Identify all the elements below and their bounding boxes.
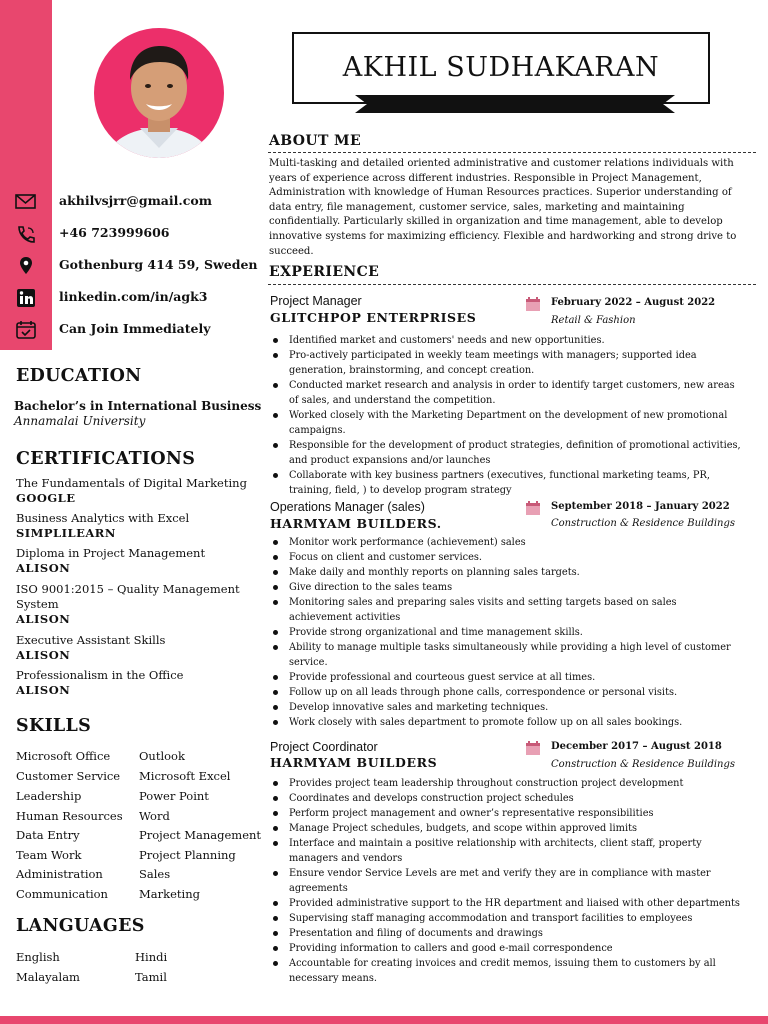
language-item: Tamil <box>135 970 167 984</box>
list-item: Identified market and customers' needs and new opportunities. <box>272 333 742 348</box>
skill-item: Microsoft Excel <box>139 769 231 783</box>
certification-name: Executive Assistant Skills <box>16 633 166 647</box>
profile-photo <box>94 28 224 158</box>
certification-item <box>16 582 256 627</box>
contact-linkedin[interactable] <box>0 286 260 310</box>
certification-issuer: ALISON <box>16 683 71 697</box>
education-heading: EDUCATION <box>16 366 142 386</box>
list-item: Pro-actively participated in weekly team meetings with managers; supported idea generation, brainstorming, and concept creation. <box>272 348 742 378</box>
job-title: Project Manager <box>270 294 362 308</box>
certifications-heading: CERTIFICATIONS <box>16 449 196 469</box>
first-name: AKHIL <box>342 52 438 83</box>
skill-item: Project Management <box>139 828 262 842</box>
job-title: Project Coordinator <box>270 740 378 754</box>
job-sector: Construction & Residence Buildings <box>551 518 736 529</box>
language-item: English <box>16 950 60 964</box>
list-item: Perform project management and owner’s representative responsibilities <box>272 806 742 821</box>
linkedin-icon <box>14 288 38 308</box>
list-item: Provide professional and courteous guest service at all times. <box>272 670 742 685</box>
list-item: Accountable for creating invoices and credit memos, issuing them to customers by all necessary means. <box>272 956 742 986</box>
calendar-icon <box>525 741 541 755</box>
list-item: Presentation and filing of documents and drawings <box>272 926 742 941</box>
contact-text: Gothenburg 414 59, Sweden <box>59 257 258 272</box>
location-pin-icon <box>14 256 38 276</box>
contact-text: +46 723999606 <box>59 225 170 240</box>
ribbon-decoration <box>355 95 675 113</box>
certification-item <box>16 476 256 506</box>
list-item: Provided administrative support to the HR department and liaised with other departments <box>272 896 742 911</box>
skill-item: Sales <box>139 867 171 881</box>
contact-availability <box>0 318 260 342</box>
skill-item: Administration <box>16 867 103 881</box>
certification-item <box>16 511 256 541</box>
envelope-icon <box>14 192 38 212</box>
last-name: SUDHAKARAN <box>446 52 660 83</box>
divider <box>268 152 756 153</box>
job-company: HARMYAM BUILDERS. <box>270 516 442 531</box>
contact-text[interactable]: linkedin.com/in/agk3 <box>59 289 208 304</box>
contact-location <box>0 254 260 278</box>
calendar-icon <box>525 501 541 515</box>
divider <box>268 284 756 285</box>
list-item: Conducted market research and analysis in order to identify target customers, new areas of sales, and understand the competition. <box>272 378 742 408</box>
list-item: Worked closely with the Marketing Department on the development of new promotional campaigns. <box>272 408 742 438</box>
language-item: Hindi <box>135 950 168 964</box>
accent-bottom-bar <box>0 1016 768 1024</box>
phone-icon <box>14 224 38 244</box>
list-item: Interface and maintain a positive relationship with architects, client staff, property managers and vendors <box>272 836 742 866</box>
list-item: Coordinates and develops construction project schedules <box>272 791 742 806</box>
list-item: Providing information to callers and good e-mail correspondence <box>272 941 742 956</box>
contact-text[interactable]: akhilvsjrr@gmail.com <box>59 193 212 208</box>
list-item: Ability to manage multiple tasks simultaneously while providing a high level of customer service. <box>272 640 742 670</box>
education-university: Annamalai University <box>14 414 146 428</box>
about-text: Multi-tasking and detailed oriented administrative and customer relations individuals with years of experience across different industries. Responsible in Project Management, Administration with knowledge of Human Resources practices. Superior understanding of data entry, file management, customer service, sales, marketing and maintaining confidentially. Particularly skilled in organization and time management, able to develop innovative systems for maximizing efficiency. Flexible and hardworking and strong drive to succeed. <box>269 158 737 257</box>
list-item: Follow up on all leads through phone calls, correspondence or personal visits. <box>272 685 742 700</box>
certification-name: Business Analytics with Excel <box>16 511 190 525</box>
contact-phone[interactable] <box>0 222 260 246</box>
list-item: Collaborate with key business partners (executives, functional marketing teams, PR, training, field, ) to develop program strategy <box>272 468 742 498</box>
skill-item: Data Entry <box>16 828 80 842</box>
certification-item <box>16 546 256 576</box>
list-item: Work closely with sales department to promote follow up on all sales bookings. <box>272 715 742 730</box>
skill-item: Team Work <box>16 848 82 862</box>
job-dates: February 2022 – August 2022 <box>551 297 716 308</box>
list-item: Supervising staff managing accommodation and transport facilities to employees <box>272 911 742 926</box>
list-item: Monitor work performance (achievement) sales <box>272 535 742 550</box>
list-item: Manage Project schedules, budgets, and scope within approved limits <box>272 821 742 836</box>
list-item: Provides project team leadership throughout construction project development <box>272 776 742 791</box>
skill-item: Project Planning <box>139 848 236 862</box>
skill-item: Leadership <box>16 789 82 803</box>
list-item: Develop innovative sales and marketing techniques. <box>272 700 742 715</box>
job-responsibilities <box>272 776 742 986</box>
languages-heading: LANGUAGES <box>16 916 145 936</box>
calendar-icon <box>525 297 541 311</box>
list-item: Provide strong organizational and time management skills. <box>272 625 742 640</box>
contact-text: Can Join Immediately <box>59 321 211 336</box>
skill-item: Word <box>139 809 170 823</box>
job-dates: September 2018 – January 2022 <box>551 501 730 512</box>
skills-heading: SKILLS <box>16 716 92 736</box>
certification-name: The Fundamentals of Digital Marketing <box>16 476 247 490</box>
certification-name: ISO 9001:2015 – Quality Management System <box>16 582 240 611</box>
certification-name: Diploma in Project Management <box>16 546 206 560</box>
skill-item: Power Point <box>139 789 209 803</box>
education-degree: Bachelor’s in International Business <box>14 399 262 413</box>
certification-issuer: ALISON <box>16 648 71 662</box>
job-company: HARMYAM BUILDERS <box>270 755 438 770</box>
job-title: Operations Manager (sales) <box>270 500 425 514</box>
skill-item: Customer Service <box>16 769 121 783</box>
certification-item <box>16 633 256 663</box>
list-item: Ensure vendor Service Levels are met and verify they are in compliance with master agreements <box>272 866 742 896</box>
contact-email[interactable] <box>0 190 260 214</box>
job-company: GLITCHPOP ENTERPRISES <box>270 310 477 325</box>
list-item: Focus on client and customer services. <box>272 550 742 565</box>
job-sector: Retail & Fashion <box>551 315 636 326</box>
skill-item: Outlook <box>139 749 185 763</box>
about-heading: ABOUT ME <box>269 133 362 149</box>
certification-issuer: GOOGLE <box>16 491 76 505</box>
skill-item: Human Resources <box>16 809 123 823</box>
certification-issuer: ALISON <box>16 561 71 575</box>
certification-issuer: ALISON <box>16 612 71 626</box>
list-item: Give direction to the sales teams <box>272 580 742 595</box>
language-item: Malayalam <box>16 970 80 984</box>
experience-heading: EXPERIENCE <box>269 264 380 280</box>
calendar-icon <box>14 320 38 340</box>
list-item: Monitoring sales and preparing sales visits and setting targets based on sales achievement activities <box>272 595 742 625</box>
certification-issuer: SIMPLILEARN <box>16 526 116 540</box>
job-responsibilities <box>272 535 742 730</box>
job-dates: December 2017 – August 2018 <box>551 741 722 752</box>
full-name <box>294 52 708 83</box>
job-responsibilities <box>272 333 742 498</box>
list-item: Responsible for the development of product strategies, definition of promotional activities, and product expansions and/or launches <box>272 438 742 468</box>
job-sector: Construction & Residence Buildings <box>551 759 736 770</box>
certification-item <box>16 668 256 698</box>
skill-item: Communication <box>16 887 108 901</box>
list-item: Make daily and monthly reports on planning sales targets. <box>272 565 742 580</box>
skill-item: Marketing <box>139 887 200 901</box>
certification-name: Professionalism in the Office <box>16 668 184 682</box>
name-banner <box>292 32 710 104</box>
skill-item: Microsoft Office <box>16 749 111 763</box>
avatar <box>94 28 224 158</box>
